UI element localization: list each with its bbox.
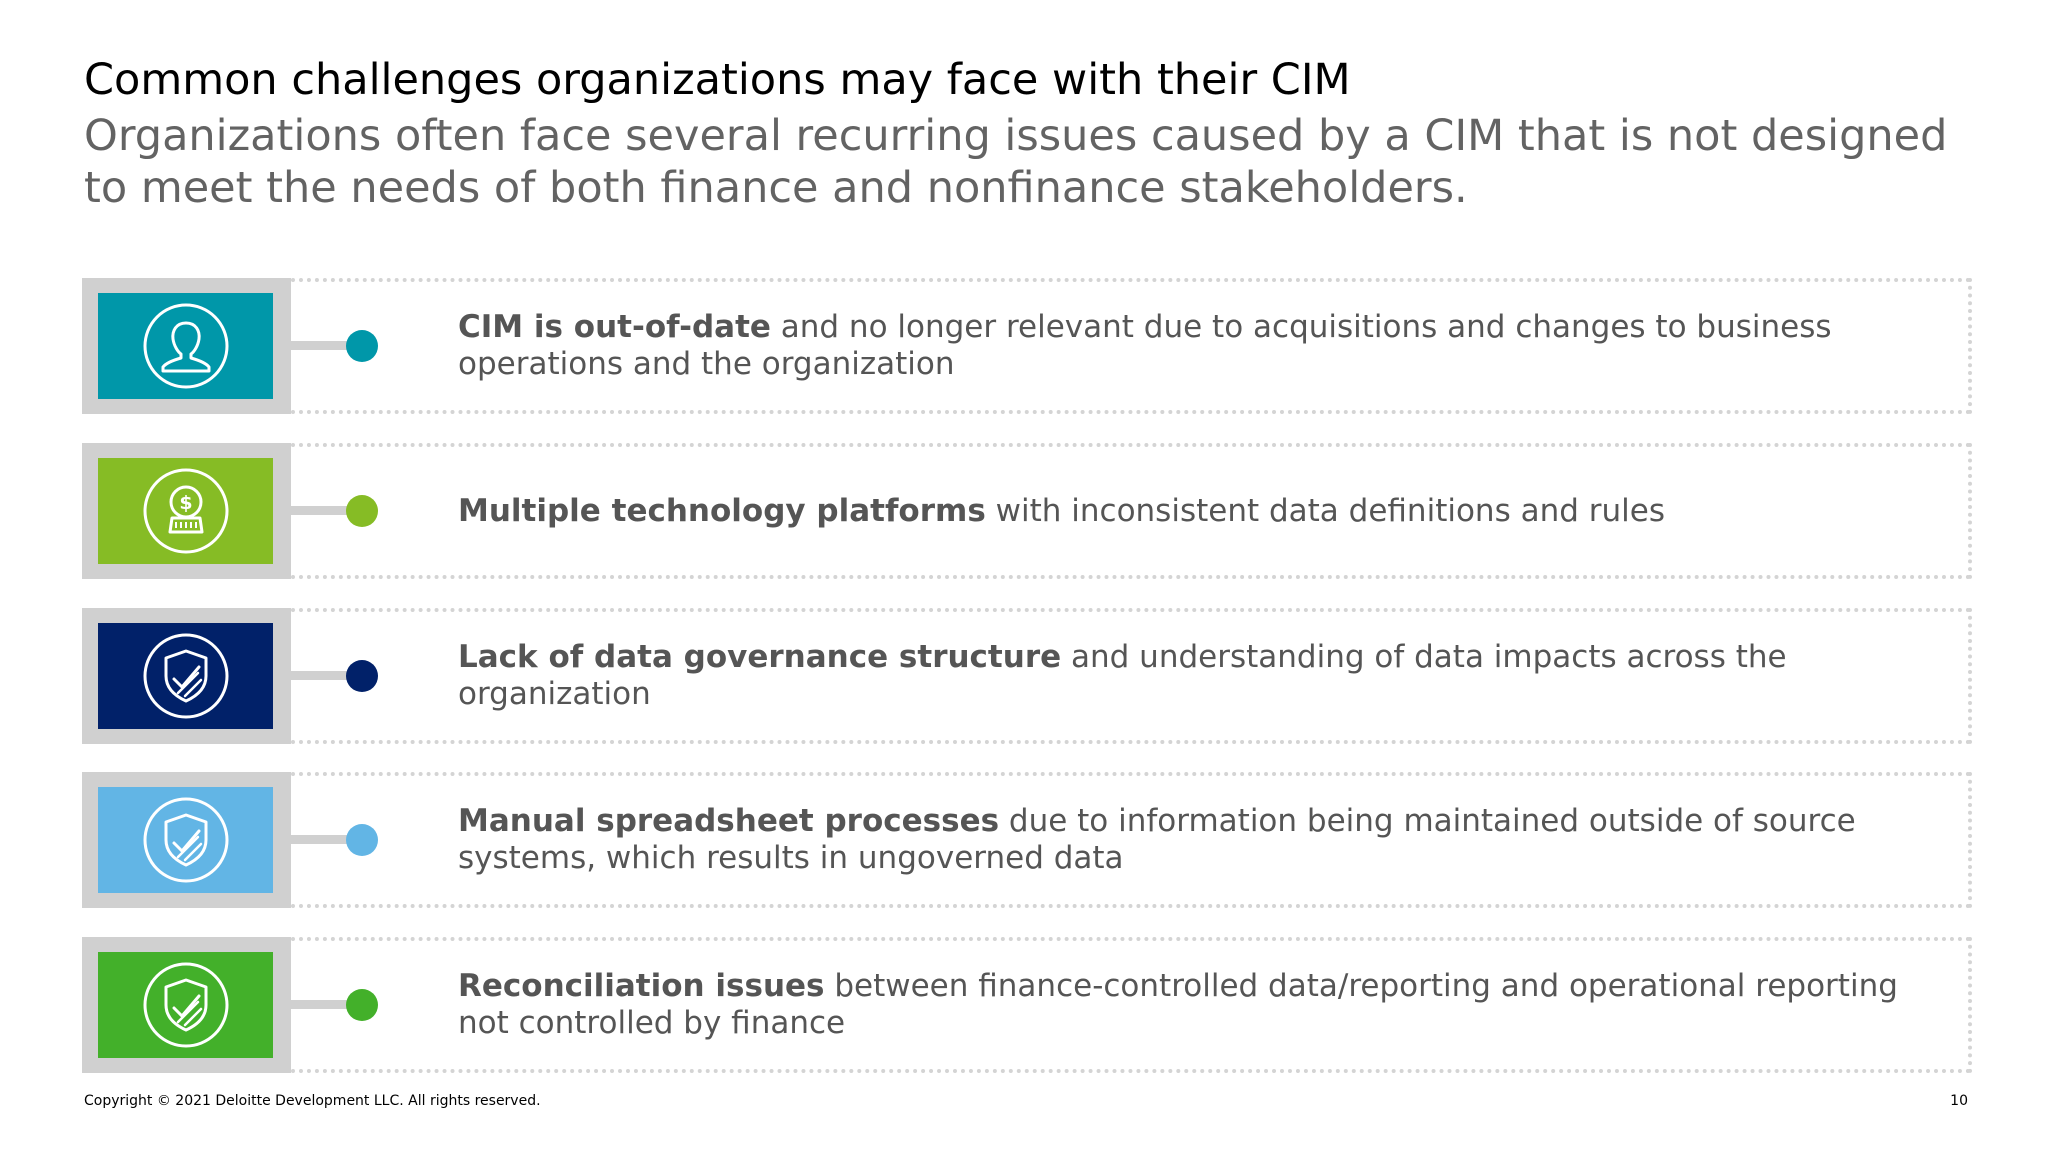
challenge-text bbox=[458, 937, 1952, 1073]
challenge-description: with inconsistent data definitions and rules bbox=[985, 492, 1665, 529]
icon-tile bbox=[98, 952, 273, 1058]
challenge-row-3 bbox=[82, 608, 1972, 744]
shield-icon bbox=[141, 795, 231, 885]
challenge-description: due to information being maintained outside of source systems, which results in ungoverned data bbox=[458, 803, 1856, 876]
challenge-heading: Lack of data governance structure bbox=[458, 639, 1062, 675]
svg-text:$: $ bbox=[178, 492, 193, 514]
person-icon bbox=[141, 301, 231, 391]
challenge-heading: Manual spreadsheet processes bbox=[458, 803, 1000, 839]
icon-frame bbox=[82, 278, 291, 414]
slide-subtitle: Organizations often face several recurring issues caused by a CIM that is not designed to meet the needs of both finance and nonfinance stakeholders. bbox=[84, 111, 1948, 213]
icon-frame bbox=[82, 937, 291, 1073]
page-number: 10 bbox=[1950, 1093, 1968, 1109]
challenge-row-5 bbox=[82, 937, 1972, 1073]
icon-frame bbox=[82, 443, 291, 579]
icon-tile bbox=[98, 458, 273, 564]
icon-frame bbox=[82, 772, 291, 908]
icon-tile bbox=[98, 293, 273, 399]
challenge-description: between finance-controlled data/reporting and operational reporting not controlled by finance bbox=[458, 968, 1898, 1041]
challenge-description: and understanding of data impacts across the organization bbox=[458, 639, 1787, 712]
challenge-row-1 bbox=[82, 278, 1972, 414]
shield-icon bbox=[141, 960, 231, 1050]
footer-copyright: Copyright © 2021 Deloitte Development LLC. All rights reserved. bbox=[84, 1093, 541, 1109]
challenge-heading: Reconciliation issues bbox=[458, 968, 825, 1004]
shield-icon bbox=[141, 631, 231, 721]
challenge-text bbox=[458, 772, 1952, 908]
challenge-text bbox=[458, 278, 1952, 414]
challenge-row-2 bbox=[82, 443, 1972, 579]
challenge-heading: CIM is out-of-date bbox=[458, 309, 771, 345]
icon-frame bbox=[82, 608, 291, 744]
slide-title: Common challenges organizations may face with their CIM bbox=[84, 55, 1351, 105]
challenge-text bbox=[458, 608, 1952, 744]
challenge-heading: Multiple technology platforms bbox=[458, 492, 986, 529]
challenge-row-4 bbox=[82, 772, 1972, 908]
dollar-coin-icon bbox=[141, 466, 231, 556]
challenge-description: and no longer relevant due to acquisitions and changes to business operations and the organization bbox=[458, 309, 1832, 382]
icon-tile bbox=[98, 623, 273, 729]
challenge-text bbox=[458, 443, 1952, 579]
icon-tile bbox=[98, 787, 273, 893]
